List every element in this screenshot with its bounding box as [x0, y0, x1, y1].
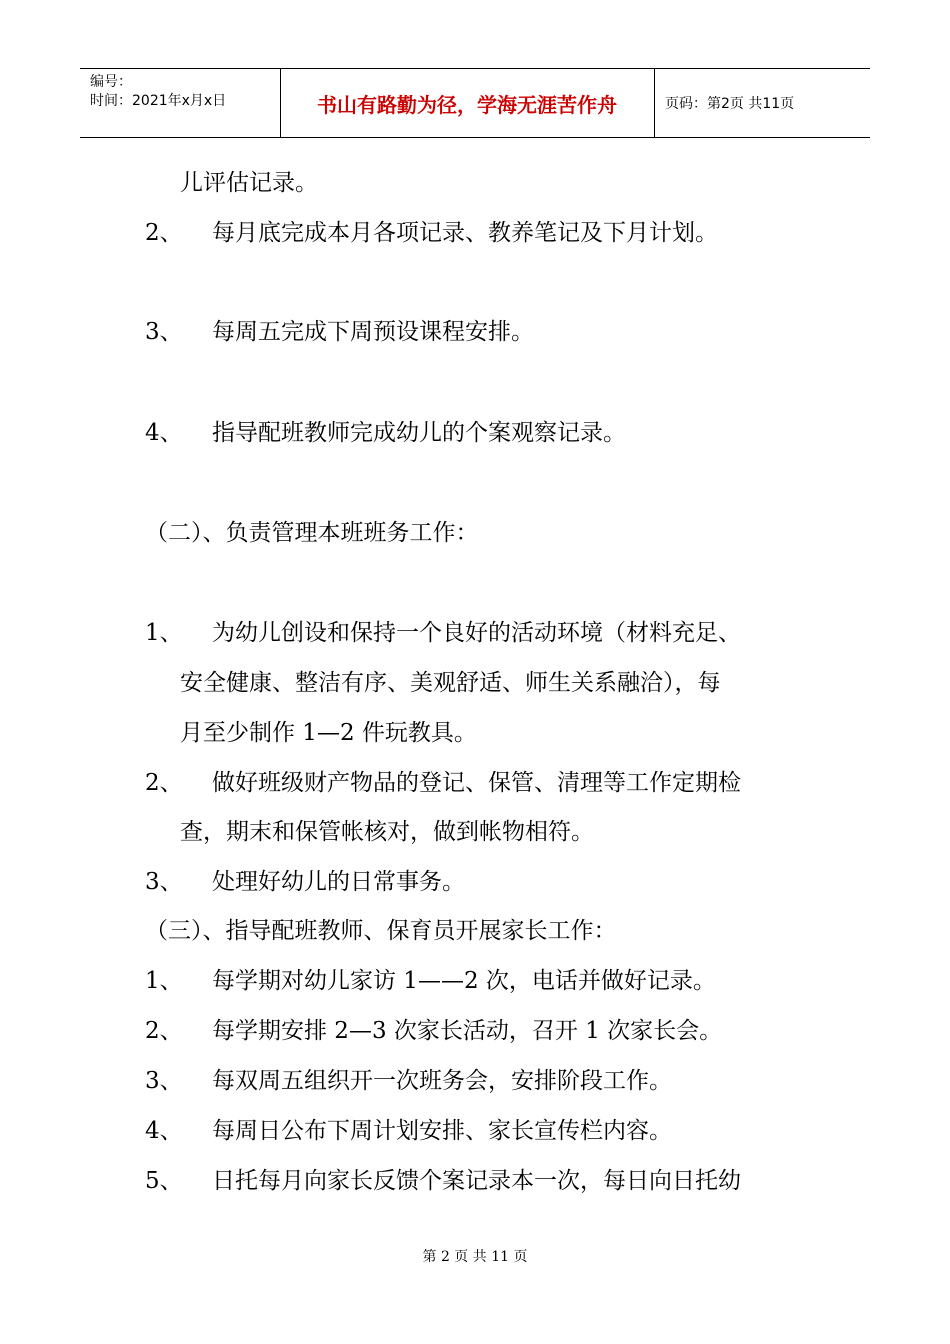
- item-number: 2、: [145, 220, 183, 246]
- page-footer: 第 2 页 共 11 页: [422, 1249, 528, 1265]
- item-text: 每周五完成下周预设课程安排。: [212, 319, 534, 345]
- page-header: [80, 68, 870, 138]
- header-meta: [80, 69, 280, 137]
- item-text: 为幼儿创设和保持一个良好的活动环境（材料充足、: [212, 620, 741, 646]
- item-number: 1、: [145, 620, 183, 646]
- item-number: 3、: [145, 869, 183, 895]
- item-text: 指导配班教师完成幼儿的个案观察记录。: [212, 420, 626, 446]
- item-text: 日托每月向家长反馈个案记录本一次，每日向日托幼: [212, 1168, 741, 1194]
- item-text: 每双周五组织开一次班务会，安排阶段工作。: [212, 1068, 672, 1094]
- section-title: （二）、负责管理本班班务工作：: [145, 520, 479, 546]
- item-text: 每学期安排 2—3 次家长活动，召开 1 次家长会。: [212, 1018, 723, 1044]
- item-text: 每周日公布下周计划安排、家长宣传栏内容。: [212, 1118, 672, 1144]
- item-number: 2、: [145, 770, 183, 796]
- item-number: 3、: [145, 1068, 183, 1094]
- section-title: （三）、指导配班教师、保育员开展家长工作：: [145, 918, 617, 944]
- document-time-label: 时间：2021年x月x日: [90, 93, 227, 109]
- item-text: 儿评估记录。: [180, 170, 318, 196]
- document-code-label: 编号：: [90, 74, 132, 90]
- item-number: 2、: [145, 1018, 183, 1044]
- item-number: 4、: [145, 1118, 183, 1144]
- item-number: 4、: [145, 420, 183, 446]
- item-number: 3、: [145, 319, 183, 345]
- item-text: 每月底完成本月各项记录、教养笔记及下月计划。: [212, 220, 718, 246]
- header-motto: 书山有路勤为径，学海无涯苦作舟: [317, 92, 617, 117]
- item-text: 处理好幼儿的日常事务。: [212, 869, 465, 895]
- item-text: 安全健康、整洁有序、美观舒适、师生关系融洽），每: [180, 670, 721, 696]
- item-text: 月至少制作 1—2 件玩教具。: [180, 720, 477, 746]
- item-text: 做好班级财产物品的登记、保管、清理等工作定期检: [212, 770, 741, 796]
- item-text: 每学期对幼儿家访 1——2 次，电话并做好记录。: [212, 968, 716, 994]
- item-text: 查，期末和保管帐核对，做到帐物相符。: [180, 819, 594, 845]
- header-page-info: 页码：第2页 共11页: [665, 96, 795, 112]
- item-number: 5、: [145, 1168, 183, 1194]
- item-number: 1、: [145, 968, 183, 994]
